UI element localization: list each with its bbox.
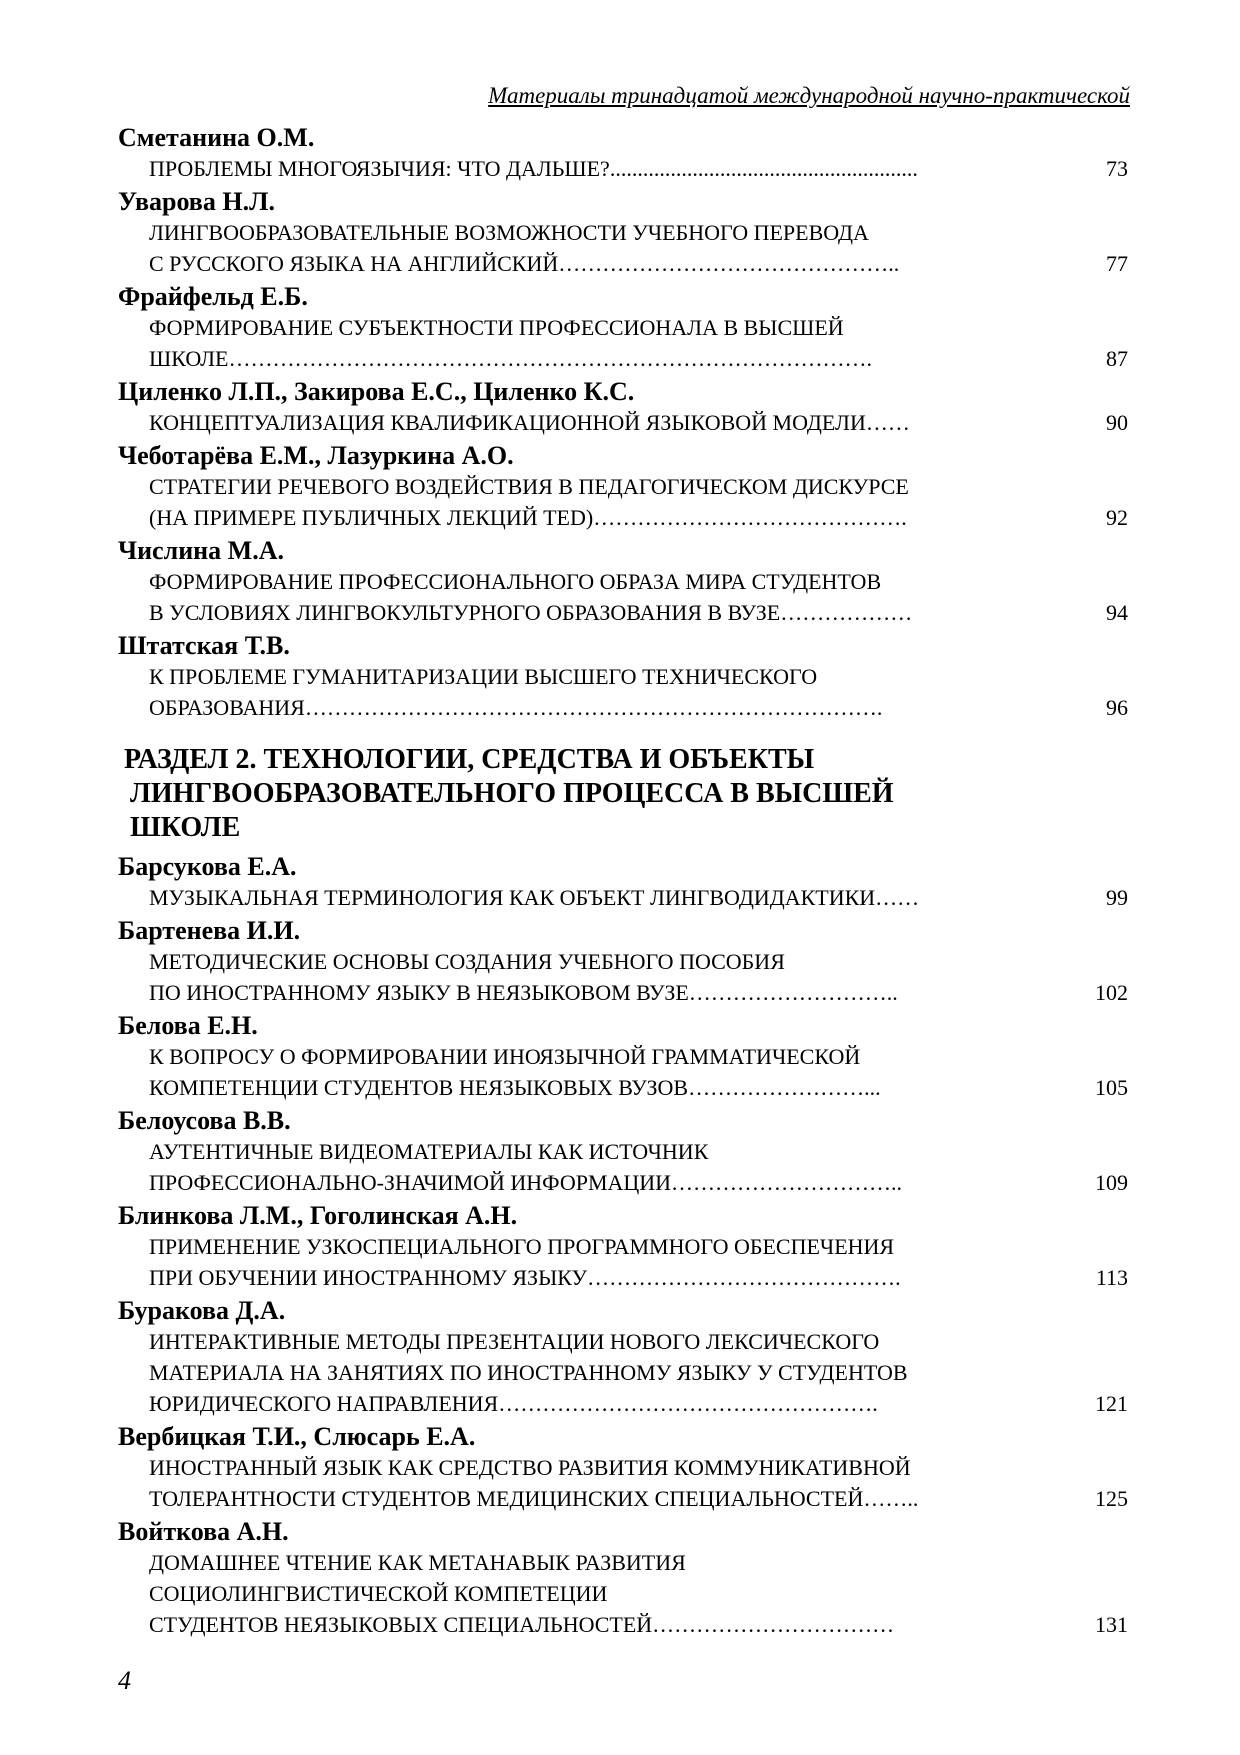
entry-title-line: ЮРИДИЧЕСКОГО НАПРАВЛЕНИЯ……………………………………………. bbox=[149, 1391, 878, 1416]
entry-author: Буракова Д.А. bbox=[118, 1296, 286, 1325]
entry-page-number: 94 bbox=[1106, 600, 1128, 625]
entry-page-number: 125 bbox=[1095, 1486, 1128, 1511]
entry-title-line: В УСЛОВИЯХ ЛИНГВОКУЛЬТУРНОГО ОБРАЗОВАНИЯ В ВУЗЕ……………… bbox=[149, 600, 913, 625]
entry-page-number: 73 bbox=[1106, 156, 1128, 181]
entry-author: Вербицкая Т.И., Слюсарь Е.А. bbox=[118, 1422, 476, 1451]
entry-title-line: ШКОЛЕ……………………………………………………………………………. bbox=[149, 346, 872, 371]
entry-author: Сметанина О.М. bbox=[118, 123, 315, 152]
toc-entry bbox=[118, 440, 1128, 533]
toc-entry bbox=[118, 376, 1128, 438]
entry-title-line: СТРАТЕГИИ РЕЧЕВОГО ВОЗДЕЙСТВИЯ В ПЕДАГОГИЧЕСКОМ ДИСКУРСЕ bbox=[149, 474, 909, 499]
entry-title bbox=[118, 661, 1128, 723]
toc-entry bbox=[118, 1421, 1128, 1514]
section-heading-line: РАЗДЕЛ 2. ТЕХНОЛОГИИ, СРЕДСТВА И ОБЪЕКТЫ bbox=[124, 744, 815, 775]
entry-author: Барсукова Е.А. bbox=[118, 852, 297, 881]
section-heading-line: ЛИНГВООБРАЗОВАТЕЛЬНОГО ПРОЦЕССА В ВЫСШЕЙ bbox=[130, 778, 894, 809]
entry-author: Фрайфельд Е.Б. bbox=[118, 282, 308, 311]
entry-page-number: 90 bbox=[1106, 410, 1128, 435]
entry-page-number: 121 bbox=[1095, 1391, 1128, 1416]
entry-title bbox=[118, 566, 1128, 628]
entry-title-line: ИНТЕРАКТИВНЫЕ МЕТОДЫ ПРЕЗЕНТАЦИИ НОВОГО ЛЕКСИЧЕСКОГО bbox=[149, 1329, 880, 1354]
entry-title-line: СТУДЕНТОВ НЕЯЗЫКОВЫХ СПЕЦИАЛЬНОСТЕЙ…………………………… bbox=[149, 1612, 895, 1637]
toc-entry bbox=[118, 1295, 1128, 1419]
entry-title bbox=[118, 1452, 1128, 1514]
entry-title-line: КОНЦЕПТУАЛИЗАЦИЯ КВАЛИФИКАЦИОННОЙ ЯЗЫКОВОЙ МОДЕЛИ…… bbox=[149, 410, 910, 435]
entry-page-number: 109 bbox=[1095, 1170, 1128, 1195]
entry-title-line: ЛИНГВООБРАЗОВАТЕЛЬНЫЕ ВОЗМОЖНОСТИ УЧЕБНОГО ПЕРЕВОДА bbox=[149, 220, 869, 245]
entry-title-line: ТОЛЕРАНТНОСТИ СТУДЕНТОВ МЕДИЦИНСКИХ СПЕЦИАЛЬНОСТЕЙ…….. bbox=[149, 1486, 919, 1511]
entry-title bbox=[118, 153, 1128, 184]
section-heading-line: ШКОЛЕ bbox=[130, 812, 241, 843]
toc-entries-after bbox=[118, 851, 1128, 1640]
entry-author: Белоусова В.В. bbox=[118, 1106, 291, 1135]
entry-title-line: МУЗЫКАЛЬНАЯ ТЕРМИНОЛОГИЯ КАК ОБЪЕКТ ЛИНГВОДИДАКТИКИ…… bbox=[149, 885, 920, 910]
toc-entry bbox=[118, 915, 1128, 1008]
toc-entry bbox=[118, 630, 1128, 723]
entry-title bbox=[118, 1547, 1128, 1640]
entry-title bbox=[118, 1041, 1128, 1103]
entry-title-line: ПРИ ОБУЧЕНИИ ИНОСТРАННОМУ ЯЗЫКУ……………………………………. bbox=[149, 1265, 901, 1290]
entry-title bbox=[118, 1326, 1128, 1419]
entry-page-number: 113 bbox=[1095, 1265, 1128, 1290]
entry-title-line: ПРОБЛЕМЫ МНОГОЯЗЫЧИЯ: ЧТО ДАЛЬШЕ?........................................................ bbox=[149, 156, 918, 181]
toc-entry bbox=[118, 1010, 1128, 1103]
entry-title-line: ДОМАШНЕЕ ЧТЕНИЕ КАК МЕТАНАВЫК РАЗВИТИЯ bbox=[149, 1550, 686, 1575]
entry-title-line: ПРИМЕНЕНИЕ УЗКОСПЕЦИАЛЬНОГО ПРОГРАММНОГО ОБЕСПЕЧЕНИЯ bbox=[149, 1234, 895, 1259]
entry-author: Войткова А.Н. bbox=[118, 1517, 289, 1546]
entry-title-line: МЕТОДИЧЕСКИЕ ОСНОВЫ СОЗДАНИЯ УЧЕБНОГО ПОСОБИЯ bbox=[149, 949, 785, 974]
entry-page-number: 92 bbox=[1106, 505, 1128, 530]
entry-author: Числина М.А. bbox=[118, 536, 284, 565]
table-of-contents bbox=[118, 122, 1128, 1642]
entry-page-number: 102 bbox=[1095, 980, 1128, 1005]
entry-title-line: К ВОПРОСУ О ФОРМИРОВАНИИ ИНОЯЗЫЧНОЙ ГРАММАТИЧЕСКОЙ bbox=[149, 1044, 861, 1069]
entry-title-line: АУТЕНТИЧНЫЕ ВИДЕОМАТЕРИАЛЫ КАК ИСТОЧНИК bbox=[149, 1139, 709, 1164]
toc-entry bbox=[118, 122, 1128, 184]
entry-title bbox=[118, 1231, 1128, 1293]
entry-title-line: ФОРМИРОВАНИЕ СУБЪЕКТНОСТИ ПРОФЕССИОНАЛА В ВЫСШЕЙ bbox=[149, 315, 844, 340]
entry-title bbox=[118, 1136, 1128, 1198]
page-number: 4 bbox=[118, 1666, 131, 1695]
entry-title bbox=[118, 217, 1128, 279]
entry-title bbox=[118, 946, 1128, 1008]
entry-title-line: ИНОСТРАННЫЙ ЯЗЫК КАК СРЕДСТВО РАЗВИТИЯ КОММУНИКАТИВНОЙ bbox=[149, 1455, 911, 1480]
entry-title bbox=[118, 471, 1128, 533]
entry-title-line: (НА ПРИМЕРЕ ПУБЛИЧНЫХ ЛЕКЦИЙ TED)……………………………………. bbox=[149, 505, 907, 530]
entry-title bbox=[118, 882, 1128, 913]
toc-entry bbox=[118, 851, 1128, 913]
entry-title bbox=[118, 312, 1128, 374]
toc-entry bbox=[118, 1516, 1128, 1640]
entry-page-number: 99 bbox=[1106, 885, 1128, 910]
entry-author: Циленко Л.П., Закирова Е.С., Циленко К.С. bbox=[118, 377, 635, 406]
entry-title-line: ФОРМИРОВАНИЕ ПРОФЕССИОНАЛЬНОГО ОБРАЗА МИРА СТУДЕНТОВ bbox=[149, 569, 882, 594]
entry-author: Белова Е.Н. bbox=[118, 1011, 258, 1040]
entry-title bbox=[118, 407, 1128, 438]
entry-page-number: 87 bbox=[1106, 346, 1128, 371]
entry-page-number: 96 bbox=[1106, 695, 1128, 720]
toc-entry bbox=[118, 281, 1128, 374]
entry-title-line: МАТЕРИАЛА НА ЗАНЯТИЯХ ПО ИНОСТРАННОМУ ЯЗЫКУ У СТУДЕНТОВ bbox=[149, 1360, 908, 1385]
entry-page-number: 77 bbox=[1106, 251, 1128, 276]
entry-author: Уварова Н.Л. bbox=[118, 187, 275, 216]
section-heading bbox=[118, 743, 1024, 845]
toc-entry bbox=[118, 535, 1128, 628]
entry-author: Бартенева И.И. bbox=[118, 916, 301, 945]
entry-title-line: ПРОФЕССИОНАЛЬНО-ЗНАЧИМОЙ ИНФОРМАЦИИ………………………….. bbox=[149, 1170, 903, 1195]
entry-author: Штатская Т.В. bbox=[118, 631, 290, 660]
running-header: Материалы тринадцатой международной научно-практической bbox=[488, 83, 1130, 108]
toc-entry bbox=[118, 186, 1128, 279]
entry-page-number: 105 bbox=[1095, 1075, 1128, 1100]
entry-page-number: 131 bbox=[1095, 1612, 1128, 1637]
entry-title-line: ОБРАЗОВАНИЯ……………………………………………………………………. bbox=[149, 695, 883, 720]
toc-entry bbox=[118, 1200, 1128, 1293]
entry-title-line: С РУССКОГО ЯЗЫКА НА АНГЛИЙСКИЙ……………………………………….. bbox=[149, 251, 900, 276]
toc-entry bbox=[118, 1105, 1128, 1198]
toc-entries-before bbox=[118, 122, 1128, 723]
entry-title-line: К ПРОБЛЕМЕ ГУМАНИТАРИЗАЦИИ ВЫСШЕГО ТЕХНИЧЕСКОГО bbox=[149, 664, 818, 689]
entry-author: Блинкова Л.М., Гоголинская А.Н. bbox=[118, 1201, 518, 1230]
entry-title-line: ПО ИНОСТРАННОМУ ЯЗЫКУ В НЕЯЗЫКОВОМ ВУЗЕ……………………….. bbox=[149, 980, 898, 1005]
entry-title-line: СОЦИОЛИНГВИСТИЧЕСКОЙ КОМПЕТЕЦИИ bbox=[149, 1581, 608, 1606]
entry-author: Чеботарёва Е.М., Лазуркина А.О. bbox=[118, 441, 514, 470]
entry-title-line: КОМПЕТЕНЦИИ СТУДЕНТОВ НЕЯЗЫКОВЫХ ВУЗОВ……………………... bbox=[149, 1075, 881, 1100]
